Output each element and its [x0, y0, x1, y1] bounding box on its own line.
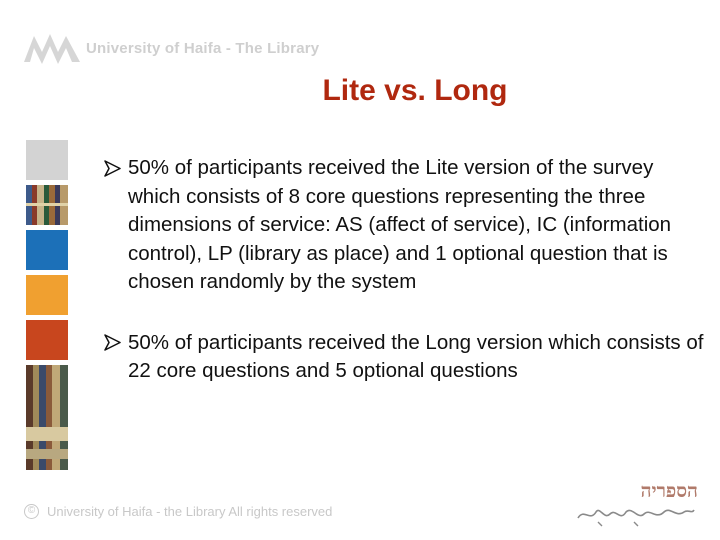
footer-text: University of Haifa - the Library All rights reserved [47, 504, 333, 519]
slide-title: Lite vs. Long [322, 74, 508, 107]
tile-books-top [26, 185, 68, 225]
slide-header [24, 28, 424, 68]
bullet-list [104, 154, 704, 386]
bullet-text: 50% of participants received the Lite version of the survey which consists of 8 core questions representing the three dimensions of service: AS (affect of service), IC (information control), LP (library as place) and 1 optional question that is chosen randomly by the system [128, 156, 672, 293]
library-hebrew-logo [568, 480, 698, 528]
bullet-text: 50% of participants received the Long version which consists of 22 core questions and 5 optional questions [128, 330, 704, 382]
sidebar-tiles [26, 140, 68, 470]
books-image-icon [26, 365, 68, 470]
list-item [104, 329, 704, 386]
books-image-icon [26, 185, 68, 225]
tile-red [26, 320, 68, 360]
slide-footer [24, 504, 332, 519]
institution-name: University of Haifa - The Library [86, 39, 320, 57]
tile-blue [26, 230, 68, 270]
tile-books-bottom [26, 365, 68, 470]
haifa-university-logo-icon [24, 30, 80, 66]
hebrew-logo-text: הספריה [640, 480, 698, 502]
tile-orange [26, 275, 68, 315]
tile-gray [26, 140, 68, 180]
arrow-bullet-icon [104, 154, 128, 183]
hebrew-signature-icon [568, 500, 698, 528]
arrow-bullet-icon [104, 329, 128, 358]
copyright-icon: © [24, 504, 39, 519]
list-item [104, 154, 704, 297]
